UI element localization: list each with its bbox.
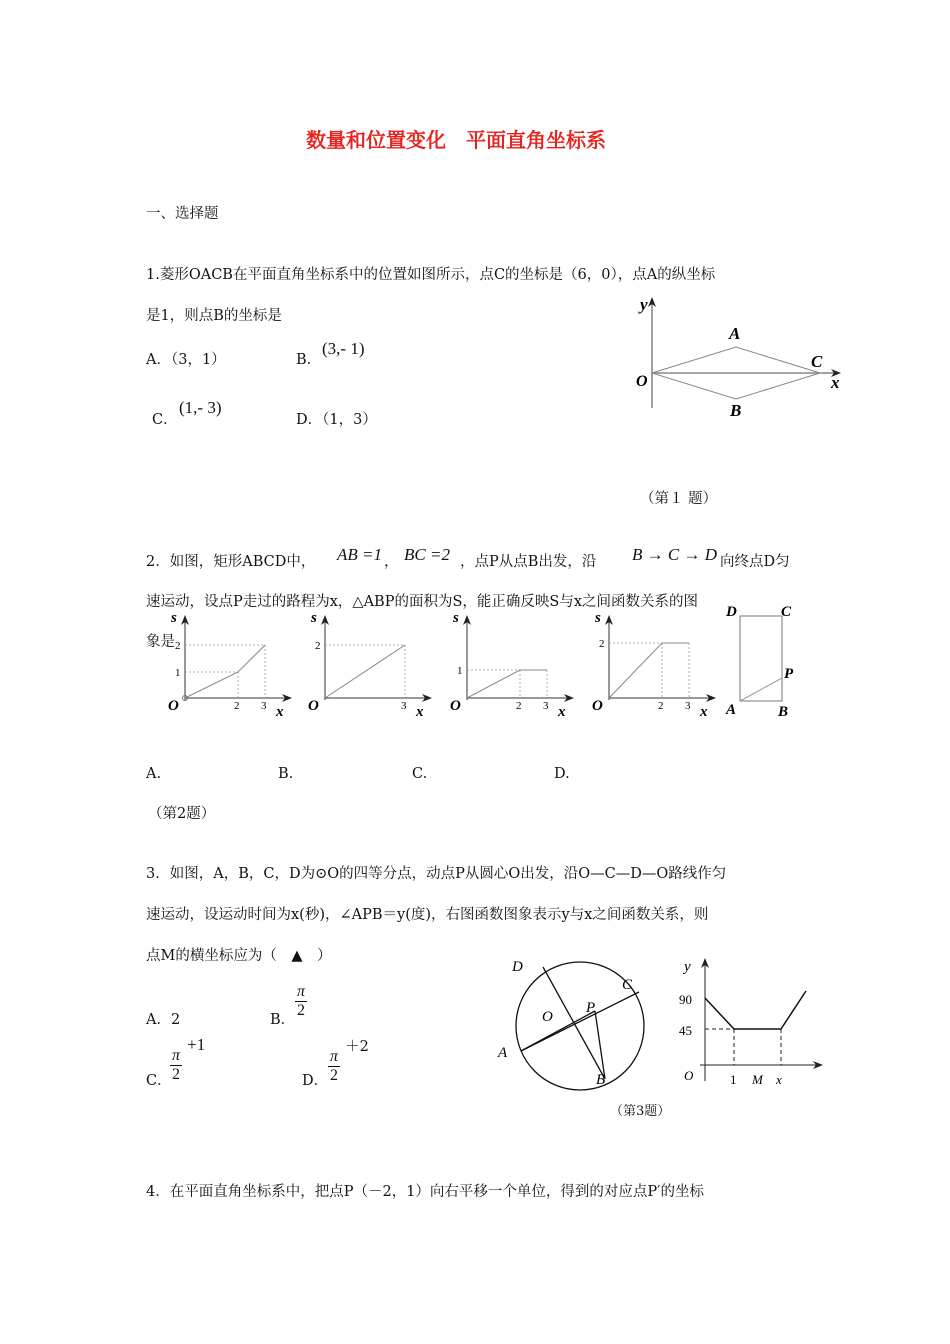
q1-label-x: x bbox=[831, 373, 840, 392]
q3-circle-figure bbox=[494, 955, 654, 1095]
q4-line1: 4．在平面直角坐标系中，把点P（－2，1）向右平移一个单位，得到的对应点P′的坐标 bbox=[146, 1184, 704, 1200]
q2-text-3: 向终点D匀 bbox=[720, 554, 790, 570]
q3-option-d-label: D． bbox=[302, 1073, 329, 1089]
q1-option-a: A．（3，1） bbox=[146, 352, 226, 368]
svg-text:B: B bbox=[596, 1072, 606, 1088]
svg-text:M: M bbox=[752, 1072, 763, 1087]
q2-rectangle-figure bbox=[722, 600, 802, 720]
q1-option-c-label: C． bbox=[152, 412, 178, 428]
svg-text:90: 90 bbox=[679, 992, 692, 1007]
svg-text:2: 2 bbox=[658, 700, 664, 712]
section-heading: 一、选择题 bbox=[146, 206, 219, 222]
svg-text:y: y bbox=[684, 959, 691, 975]
q1-label-o: O bbox=[636, 373, 648, 390]
q1-rhombus-figure bbox=[628, 292, 848, 422]
svg-text:s: s bbox=[595, 610, 601, 626]
q2-bc-value: BC =2 bbox=[404, 545, 450, 564]
q3-line2: 速运动，设运动时间为x(秒)，∠APB＝y(度)，右图函数图象表示y与x之间函数关系，则 bbox=[146, 907, 709, 923]
svg-text:C: C bbox=[622, 977, 633, 993]
q2-path: B → C → D bbox=[632, 545, 717, 564]
svg-text:O: O bbox=[542, 1009, 553, 1025]
svg-text:s: s bbox=[453, 610, 459, 626]
page-title: 数量和位置变化 平面直角坐标系 bbox=[306, 128, 606, 152]
svg-text:2: 2 bbox=[315, 640, 321, 652]
q2-segment-ap bbox=[740, 678, 782, 701]
q2-text-2: ，点P从点B出发，沿 bbox=[460, 554, 597, 570]
q2-line3: 象是 bbox=[146, 634, 175, 650]
q2-graph-b bbox=[305, 608, 435, 720]
svg-text:x: x bbox=[416, 704, 424, 720]
q1-label-a: A bbox=[729, 324, 741, 343]
q3-segment-ap bbox=[521, 1011, 595, 1051]
svg-text:C: C bbox=[781, 604, 792, 620]
svg-text:P: P bbox=[586, 1000, 596, 1016]
svg-text:2: 2 bbox=[234, 700, 240, 712]
svg-text:s: s bbox=[171, 610, 177, 626]
svg-text:A: A bbox=[726, 702, 737, 718]
svg-text:A: A bbox=[498, 1045, 508, 1061]
svg-text:O: O bbox=[168, 698, 179, 714]
svg-text:x: x bbox=[276, 704, 284, 720]
q2-option-d: D. bbox=[554, 766, 570, 782]
q3-option-c-label: C． bbox=[146, 1073, 172, 1089]
q1-label-b: B bbox=[730, 401, 742, 420]
q3-line1: 3．如图，A，B，C，D为⊙O的四等分点，动点P从圆心O出发，沿O—C—D—O路线作匀 bbox=[146, 866, 727, 882]
svg-text:2: 2 bbox=[175, 640, 181, 652]
svg-text:O: O bbox=[592, 698, 603, 714]
svg-text:D: D bbox=[512, 959, 523, 975]
svg-text:45: 45 bbox=[679, 1023, 692, 1038]
q2-graph-b-curve bbox=[325, 645, 405, 698]
q3-function-graph bbox=[676, 953, 826, 1088]
svg-text:3: 3 bbox=[261, 700, 267, 712]
svg-text:3: 3 bbox=[401, 700, 407, 712]
q1-option-b-label: B． bbox=[296, 352, 322, 368]
q2-graph-d-curve bbox=[609, 643, 689, 698]
q3-graph-curve bbox=[705, 991, 806, 1029]
svg-text:x: x bbox=[700, 704, 708, 720]
q3-option-a: A．2 bbox=[146, 1012, 181, 1028]
svg-text:1: 1 bbox=[730, 1072, 737, 1087]
svg-text:1: 1 bbox=[457, 665, 463, 677]
q2-graph-a-curve bbox=[185, 645, 265, 698]
q1-option-d: D．（1，3） bbox=[296, 412, 377, 428]
svg-text:O: O bbox=[308, 698, 319, 714]
q3-option-d-value: $\frac{\pi}{2}$ ＋2 bbox=[330, 1039, 369, 1084]
q2-ab-value: AB =1 bbox=[337, 545, 382, 564]
q2-comma: ， bbox=[384, 554, 399, 570]
svg-text:P: P bbox=[784, 666, 794, 682]
q2-option-c: C. bbox=[412, 766, 428, 782]
svg-text:D: D bbox=[726, 604, 737, 620]
q3-option-c-value: $\frac{\pi}{2}$ +1 bbox=[172, 1035, 206, 1083]
svg-text:3: 3 bbox=[685, 700, 691, 712]
svg-text:1: 1 bbox=[175, 667, 181, 679]
q2-line2: 速运动，设点P走过的路程为x，△ABP的面积为S，能正确反映S与x之间函数关系的图 bbox=[146, 594, 699, 610]
svg-text:B: B bbox=[778, 704, 789, 720]
q1-caption: （第１ 题） bbox=[640, 491, 718, 507]
q2-graph-c-curve bbox=[467, 670, 547, 698]
q2-graph-d bbox=[589, 608, 719, 720]
svg-text:O: O bbox=[450, 698, 461, 714]
svg-text:s: s bbox=[311, 610, 317, 626]
q2-graph-c bbox=[447, 608, 577, 720]
q1-option-b-value: (3,- 1) bbox=[322, 339, 365, 358]
q2-rectangle bbox=[740, 616, 782, 701]
q1-option-c-value: (1,- 3) bbox=[179, 398, 222, 417]
svg-text:2: 2 bbox=[516, 700, 522, 712]
q3-line3: 点M的横坐标应为（ ▲ ） bbox=[146, 948, 332, 964]
svg-text:O: O bbox=[684, 1068, 694, 1083]
svg-text:2: 2 bbox=[599, 638, 605, 650]
q1-line2: 是1，则点B的坐标是 bbox=[146, 308, 282, 324]
svg-text:3: 3 bbox=[543, 700, 549, 712]
q2-option-a: A. bbox=[146, 766, 162, 782]
svg-text:x: x bbox=[776, 1072, 782, 1087]
q2-caption: （第2题） bbox=[148, 806, 216, 822]
q2-graph-a bbox=[165, 608, 295, 720]
q1-line1: 1.菱形OACB在平面直角坐标系中的位置如图所示，点C的坐标是（6，0），点A的纵坐标 bbox=[146, 267, 716, 283]
q2-option-b: B. bbox=[278, 766, 294, 782]
q3-option-b-label: B． bbox=[270, 1012, 296, 1028]
svg-text:x: x bbox=[558, 704, 566, 720]
q3-option-b-value: $\frac{\pi}{2}$ bbox=[297, 983, 306, 1019]
q1-label-c: C bbox=[811, 352, 823, 371]
q2-text-1: 2．如图，矩形ABCD中， bbox=[146, 554, 316, 570]
q3-caption: （第3题） bbox=[610, 1104, 671, 1119]
q1-label-y: y bbox=[640, 295, 648, 314]
